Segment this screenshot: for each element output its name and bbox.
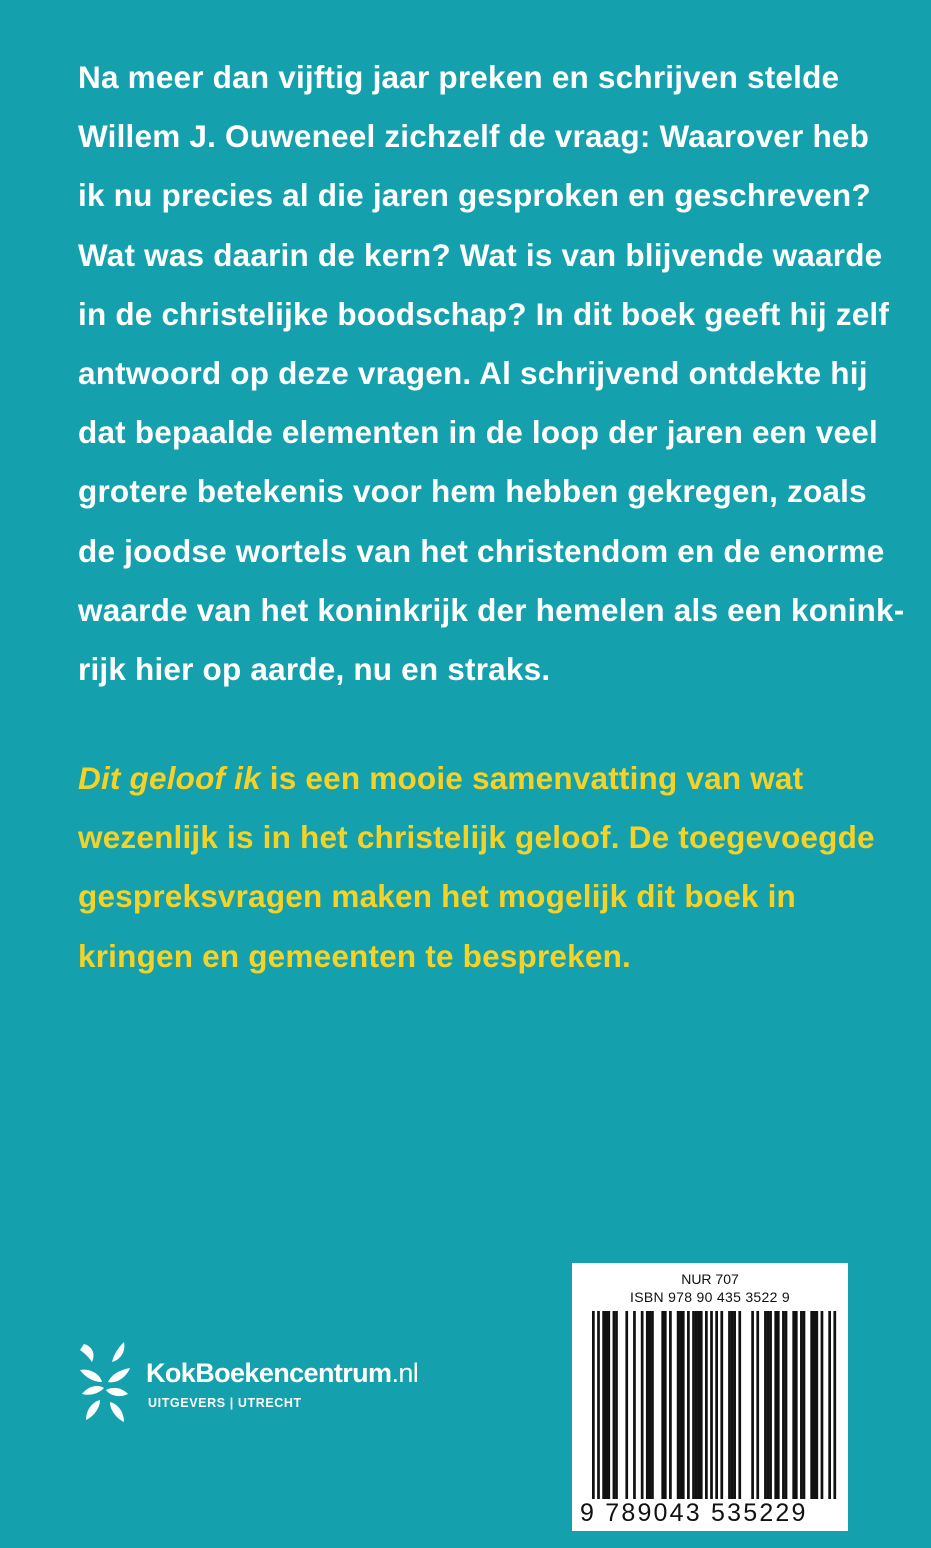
barcode-bar <box>767 1311 770 1511</box>
blurb-line: de joodse wortels van het christendom en de enorme <box>78 532 885 569</box>
blurb-line: antwoord op deze vragen. Al schrijvend ontdekte hij <box>78 355 868 392</box>
barcode-bar <box>774 1311 777 1511</box>
barcode-bar <box>664 1311 667 1511</box>
barcode-bar <box>833 1311 836 1511</box>
barcode-bar <box>803 1311 806 1511</box>
barcode-bar <box>641 1311 644 1511</box>
barcode-bar <box>633 1311 636 1511</box>
barcode-bar <box>815 1311 818 1511</box>
barcode-icon <box>580 1311 840 1511</box>
publisher-name-main: KokBoekencentrum <box>146 1358 392 1388</box>
barcode-bar <box>715 1311 718 1511</box>
summary-line-rest: is een mooie samenvatting van wat <box>260 760 804 796</box>
blurb-line: Willem J. Ouweneel zichzelf de vraag: Waarover heb <box>78 118 870 155</box>
barcode-bar <box>677 1311 680 1511</box>
barcode-bar <box>782 1311 785 1511</box>
barcode-bar <box>697 1311 700 1511</box>
book-summary <box>78 749 875 986</box>
barcode-bar <box>613 1311 616 1511</box>
book-title: Dit geloof ik <box>78 760 261 796</box>
barcode-bar <box>828 1311 831 1511</box>
barcode-bar <box>813 1311 816 1511</box>
summary-line: gespreksvragen maken het mogelijk dit boek in <box>78 878 796 915</box>
barcode-bar <box>651 1311 654 1511</box>
barcode-bar <box>649 1311 652 1511</box>
barcode-bar <box>679 1311 682 1511</box>
barcode-bar <box>597 1311 600 1511</box>
barcode-bar <box>625 1311 628 1511</box>
barcode-digits: 9 789043 535229 <box>580 1499 840 1528</box>
barcode-bar <box>695 1311 698 1511</box>
barcode-panel <box>572 1263 848 1531</box>
barcode-bar <box>710 1311 713 1511</box>
barcode-bar <box>756 1311 759 1511</box>
barcode-bar <box>607 1311 610 1511</box>
barcode-bar <box>682 1311 685 1511</box>
back-cover-blurb <box>78 48 905 699</box>
barcode-bar <box>800 1311 803 1511</box>
barcode-bar <box>615 1311 618 1511</box>
barcode-bar <box>605 1311 608 1511</box>
publisher-logo <box>78 1340 498 1430</box>
barcode-bar <box>731 1311 734 1511</box>
blurb-line: rijk hier op aarde, nu en straks. <box>78 651 551 688</box>
blurb-line: in de christelijke boodschap? In dit boek geeft hij zelf <box>78 295 890 332</box>
blurb-line: Wat was daarin de kern? Wat is van blijvende waarde <box>78 236 883 273</box>
barcode-bar <box>777 1311 780 1511</box>
barcode-bar <box>792 1311 795 1511</box>
blurb-line: ik nu precies al die jaren gesproken en geschreven? <box>78 177 871 214</box>
barcode-bar <box>692 1311 695 1511</box>
barcode-bar <box>769 1311 772 1511</box>
barcode-bar <box>669 1311 672 1511</box>
summary-line: kringen en gemeenten te bespreken. <box>78 937 631 974</box>
blurb-line: dat bepaalde elementen in de loop der jaren een veel <box>78 414 878 451</box>
publisher-name-tld: .nl <box>391 1358 419 1388</box>
publisher-name <box>146 1358 418 1389</box>
blurb-line: grotere betekenis voor hem hebben gekregen, zoals <box>78 473 867 510</box>
barcode-bar <box>751 1311 754 1511</box>
barcode-bar <box>821 1311 824 1511</box>
barcode-bar <box>738 1311 741 1511</box>
barcode-bar <box>764 1311 767 1511</box>
publisher-mark-icon <box>78 1340 132 1426</box>
nur-code: NUR 707 <box>681 1271 739 1287</box>
barcode-bar <box>646 1311 649 1511</box>
barcode-bar <box>785 1311 788 1511</box>
barcode-bar <box>733 1311 736 1511</box>
barcode-bar <box>687 1311 690 1511</box>
barcode-bar <box>705 1311 708 1511</box>
barcode-bar <box>795 1311 798 1511</box>
blurb-line: waarde van het koninkrijk der hemelen als een konink- <box>78 591 905 628</box>
summary-line <box>78 749 868 808</box>
summary-line: wezenlijk is in het christelijk geloof. De toegevoegde <box>78 819 875 856</box>
publisher-subtitle: UITGEVERS | UTRECHT <box>148 1396 302 1410</box>
barcode-bar <box>700 1311 703 1511</box>
barcode-bar <box>810 1311 813 1511</box>
barcode-bar <box>602 1311 605 1511</box>
isbn-number: ISBN 978 90 435 3522 9 <box>630 1289 790 1305</box>
barcode-bar <box>720 1311 723 1511</box>
barcode-bar <box>592 1311 595 1511</box>
barcode-bar <box>661 1311 664 1511</box>
blurb-line: Na meer dan vijftig jaar preken en schrijven stelde <box>78 59 840 95</box>
barcode-bar <box>728 1311 731 1511</box>
